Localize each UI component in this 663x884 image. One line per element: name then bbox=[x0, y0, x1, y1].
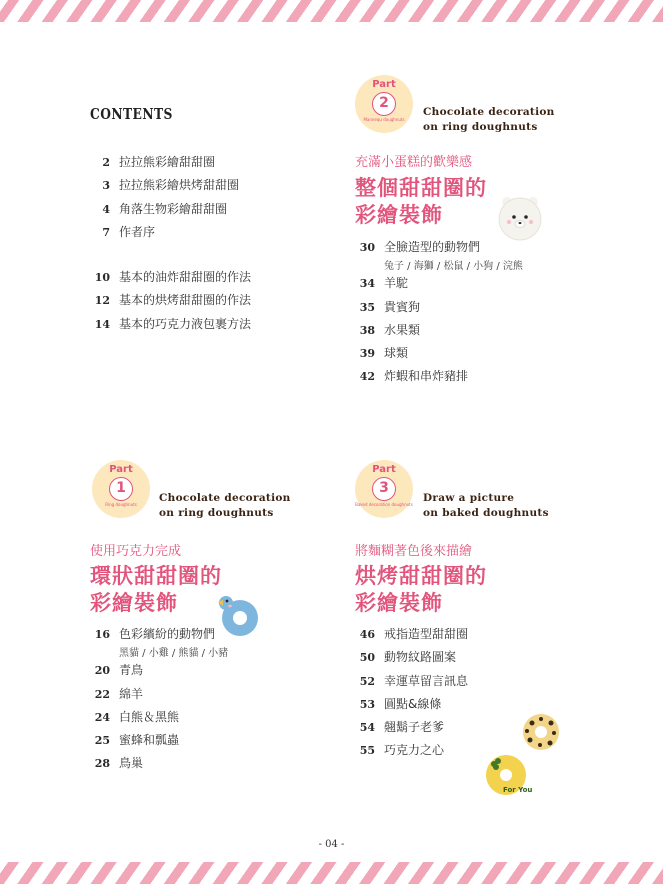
english-line: on ring doughnuts bbox=[423, 121, 538, 133]
toc-item-label: 青鳥 bbox=[119, 663, 144, 678]
toc-item[interactable] bbox=[355, 321, 523, 344]
part-number: 3 bbox=[372, 477, 396, 501]
part-3-title bbox=[355, 563, 487, 617]
toc-item[interactable] bbox=[90, 200, 239, 223]
toc-item[interactable] bbox=[90, 661, 228, 684]
toc-item-label: 球類 bbox=[384, 346, 409, 361]
toc-item-label: 綿羊 bbox=[119, 686, 144, 701]
donut-message: For You bbox=[503, 786, 533, 794]
toc-item-label: 動物紋路圖案 bbox=[384, 650, 457, 665]
part-number: 2 bbox=[372, 92, 396, 116]
toc-page-num: 10 bbox=[94, 271, 110, 284]
toc-item-label: 全臉造型的動物們 bbox=[384, 240, 481, 254]
toc-item[interactable] bbox=[355, 367, 523, 390]
english-line: on ring doughnuts bbox=[159, 507, 274, 519]
part-caption: Ring doughnuts bbox=[105, 502, 137, 507]
part-number: 1 bbox=[109, 477, 133, 501]
part-1-english-heading bbox=[159, 491, 291, 521]
toc-page-num: 30 bbox=[359, 241, 375, 254]
toc-item[interactable] bbox=[90, 153, 239, 176]
part-1-subtitle: 使用巧克力完成 bbox=[90, 544, 182, 559]
english-line: Draw a picture bbox=[423, 492, 515, 504]
toc-page-num: 20 bbox=[94, 664, 110, 678]
toc-item-label: 蜜蜂和瓢蟲 bbox=[119, 733, 180, 748]
part-1-title bbox=[90, 563, 222, 617]
toc-page-num: 3 bbox=[102, 179, 110, 193]
toc-item-subtext: 兔子 / 海獅 / 松鼠 / 小狗 / 浣熊 bbox=[384, 261, 523, 273]
english-line: Chocolate decoration bbox=[159, 492, 291, 504]
toc-item[interactable] bbox=[90, 315, 251, 338]
toc-page-num: 25 bbox=[94, 734, 110, 748]
bottom-stripe-border bbox=[0, 862, 663, 884]
part-3-english-heading bbox=[423, 491, 549, 521]
clover-donut-icon bbox=[483, 752, 533, 798]
title-line: 環狀甜甜圈的 bbox=[90, 564, 222, 588]
part-2-english-heading bbox=[423, 105, 555, 135]
toc-page-num: 34 bbox=[359, 277, 375, 291]
toc-item-label: 戒指造型甜甜圈 bbox=[384, 627, 469, 641]
toc-item[interactable] bbox=[355, 695, 468, 718]
part-label: Part bbox=[109, 464, 133, 475]
title-line: 烘烤甜甜圈的 bbox=[355, 564, 487, 588]
toc-item-label: 色彩繽紛的動物們 bbox=[119, 627, 216, 641]
part-2-badge bbox=[355, 75, 413, 133]
toc-item-label: 巧克力之心 bbox=[384, 743, 445, 758]
toc-page-num: 7 bbox=[102, 225, 110, 239]
toc-item-label: 幸運草留言訊息 bbox=[384, 673, 469, 688]
toc-item-label: 水果類 bbox=[384, 322, 421, 337]
toc-item[interactable] bbox=[90, 708, 228, 731]
part-2-subtitle: 充滿小蛋糕的歡樂感 bbox=[355, 155, 473, 170]
toc-page-num: 39 bbox=[359, 347, 375, 361]
part-caption: Mannequ doughnuts bbox=[363, 117, 405, 122]
toc-item-label: 炸蝦和串炸豬排 bbox=[384, 369, 469, 384]
toc-page-num: 2 bbox=[102, 156, 110, 169]
part-3-subtitle: 將麵糊著色後來描繪 bbox=[355, 544, 473, 559]
toc-item-label: 基本的巧克力液包裹方法 bbox=[119, 316, 252, 331]
toc-page-num: 28 bbox=[94, 757, 110, 771]
toc-item[interactable] bbox=[90, 176, 239, 199]
toc-item[interactable] bbox=[355, 298, 523, 321]
toc-item[interactable] bbox=[355, 344, 523, 367]
toc-item-label: 拉拉熊彩繪甜甜圈 bbox=[119, 155, 216, 169]
part-label: Part bbox=[372, 464, 396, 475]
toc-item[interactable] bbox=[355, 741, 468, 764]
part-3-badge bbox=[355, 460, 413, 518]
part-1-badge bbox=[92, 460, 150, 518]
toc-item[interactable] bbox=[355, 648, 468, 671]
toc-page-num: 46 bbox=[359, 628, 375, 641]
toc-page-num: 16 bbox=[94, 628, 110, 641]
toc-page-num: 55 bbox=[359, 744, 375, 758]
toc-page-num: 35 bbox=[359, 300, 375, 314]
title-line: 彩繪裝飾 bbox=[90, 591, 178, 615]
toc-item[interactable] bbox=[355, 625, 468, 648]
toc-item-label: 貴賓狗 bbox=[384, 299, 421, 314]
part-caption: Baked decoration doughnuts bbox=[355, 502, 413, 507]
toc-item[interactable] bbox=[90, 223, 239, 246]
page-number: - 04 - bbox=[318, 839, 345, 850]
title-line: 彩繪裝飾 bbox=[355, 203, 443, 227]
part-3-list bbox=[355, 625, 468, 765]
toc-item[interactable] bbox=[355, 274, 523, 297]
toc-item[interactable] bbox=[90, 291, 251, 314]
toc-item-label: 角落生物彩繪甜甜圈 bbox=[119, 201, 228, 216]
toc-item-label: 基本的油炸甜甜圈的作法 bbox=[119, 270, 252, 284]
toc-item[interactable] bbox=[90, 685, 228, 708]
toc-page-num: 38 bbox=[359, 323, 375, 337]
toc-item[interactable] bbox=[355, 672, 468, 695]
toc-item-label: 基本的烘烤甜甜圈的作法 bbox=[119, 293, 252, 308]
toc-item-label: 羊駝 bbox=[384, 276, 409, 291]
toc-item[interactable] bbox=[90, 268, 251, 291]
toc-item-label: 作者序 bbox=[119, 224, 156, 239]
toc-group-intro bbox=[90, 153, 239, 246]
toc-page-num: 12 bbox=[94, 294, 110, 308]
alpaca-donut-icon bbox=[495, 192, 545, 242]
english-line: Chocolate decoration bbox=[423, 106, 555, 118]
toc-page-num: 54 bbox=[359, 721, 375, 735]
toc-page-num: 52 bbox=[359, 674, 375, 688]
leopard-donut-icon bbox=[521, 712, 561, 752]
toc-item[interactable] bbox=[355, 718, 468, 741]
toc-item-label: 翹鬍子老爹 bbox=[384, 720, 445, 735]
contents-title: CONTENTS bbox=[90, 105, 173, 123]
toc-page-num: 24 bbox=[94, 710, 110, 724]
top-stripe-border bbox=[0, 0, 663, 22]
toc-page-num: 14 bbox=[94, 317, 110, 331]
toc-item-subtext: 黑貓 / 小雞 / 熊貓 / 小豬 bbox=[119, 648, 229, 660]
title-line: 彩繪裝飾 bbox=[355, 591, 443, 615]
toc-item-label: 鳥巢 bbox=[119, 756, 144, 771]
toc-page-num: 53 bbox=[359, 697, 375, 711]
english-line: on baked doughnuts bbox=[423, 507, 549, 519]
toc-page-num: 42 bbox=[359, 370, 375, 384]
title-line: 整個甜甜圈的 bbox=[355, 176, 487, 200]
toc-item-label: 圓點&線條 bbox=[384, 696, 442, 711]
toc-page-num: 4 bbox=[102, 202, 110, 216]
toc-item[interactable] bbox=[90, 754, 228, 777]
toc-item-label: 拉拉熊彩繪烘烤甜甜圈 bbox=[119, 178, 240, 193]
part-2-title bbox=[355, 175, 487, 229]
toc-group-basics bbox=[90, 268, 251, 338]
part-2-list bbox=[355, 238, 523, 391]
part-label: Part bbox=[372, 79, 396, 90]
toc-item[interactable] bbox=[90, 731, 228, 754]
toc-page-num: 22 bbox=[94, 687, 110, 701]
toc-page-num: 50 bbox=[359, 651, 375, 665]
toc-item-label: 白熊＆黑熊 bbox=[119, 709, 180, 724]
part-1-list bbox=[90, 625, 228, 778]
